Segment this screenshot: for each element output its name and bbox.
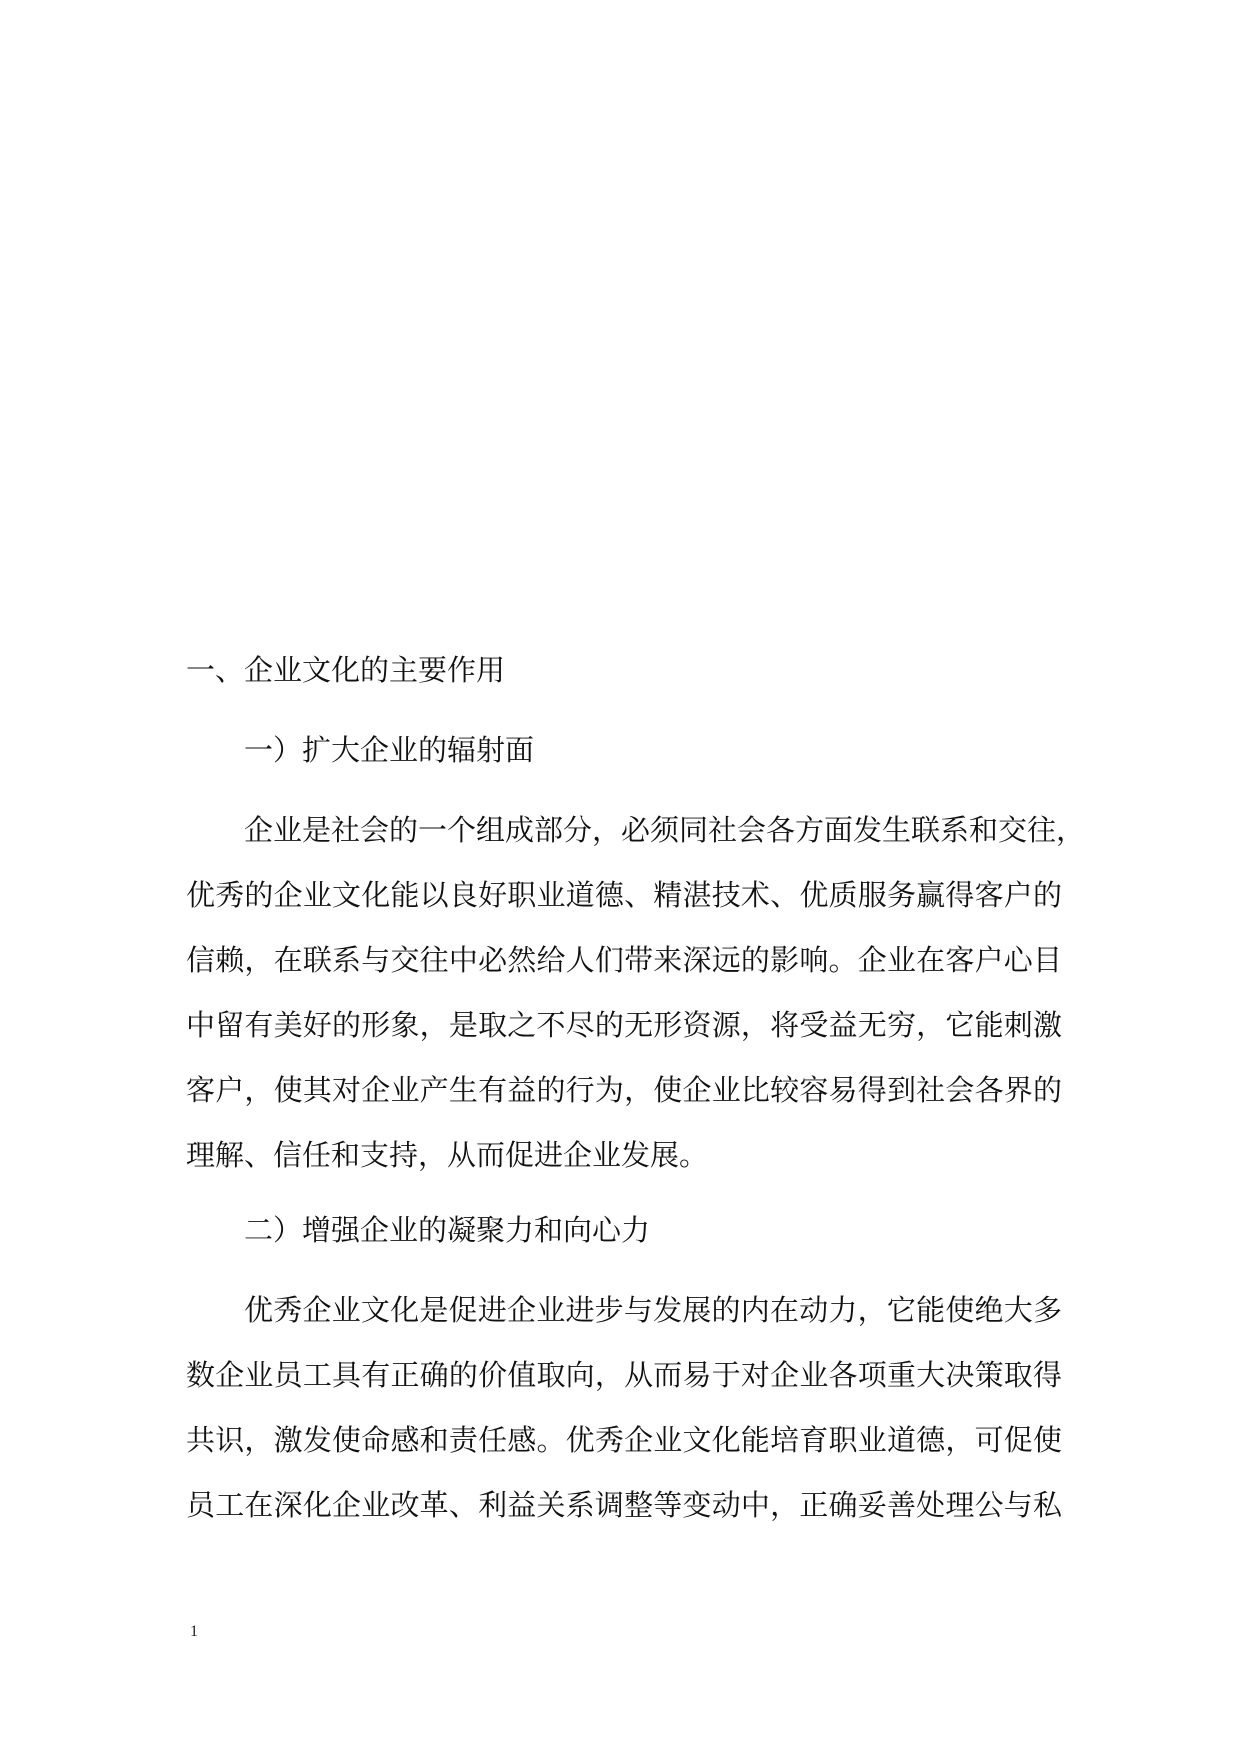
paragraph-1-line-3: 信赖，在联系与交往中必然给人们带来深远的影响。企业在客户心目 xyxy=(186,943,1062,977)
paragraph-1-line-6: 理解、信任和支持，从而促进企业发展。 xyxy=(186,1138,709,1172)
subsection-title-1: 一）扩大企业的辐射面 xyxy=(244,733,535,767)
paragraph-2-line-3: 共识，激发使命感和责任感。优秀企业文化能培育职业道德，可促使 xyxy=(186,1423,1062,1457)
paragraph-1-line-1: 企业是社会的一个组成部分，必须同社会各方面发生联系和交往， xyxy=(244,813,1086,847)
subsection-title-2: 二）增强企业的凝聚力和向心力 xyxy=(244,1213,651,1247)
paragraph-2-line-1: 优秀企业文化是促进企业进步与发展的内在动力，它能使绝大多 xyxy=(244,1293,1062,1327)
paragraph-2-line-2: 数企业员工具有正确的价值取向，从而易于对企业各项重大决策取得 xyxy=(186,1358,1062,1392)
page-number: 1 xyxy=(190,1623,198,1640)
section-heading: 一、企业文化的主要作用 xyxy=(186,653,506,687)
paragraph-1-line-5: 客户，使其对企业产生有益的行为，使企业比较容易得到社会各界的 xyxy=(186,1073,1062,1107)
paragraph-1-line-4: 中留有美好的形象，是取之不尽的无形资源，将受益无穷，它能刺激 xyxy=(186,1008,1062,1042)
paragraph-1-line-2: 优秀的企业文化能以良好职业道德、精湛技术、优质服务赢得客户的 xyxy=(186,878,1062,912)
paragraph-2-line-4: 员工在深化企业改革、利益关系调整等变动中，正确妥善处理公与私 xyxy=(186,1488,1062,1522)
